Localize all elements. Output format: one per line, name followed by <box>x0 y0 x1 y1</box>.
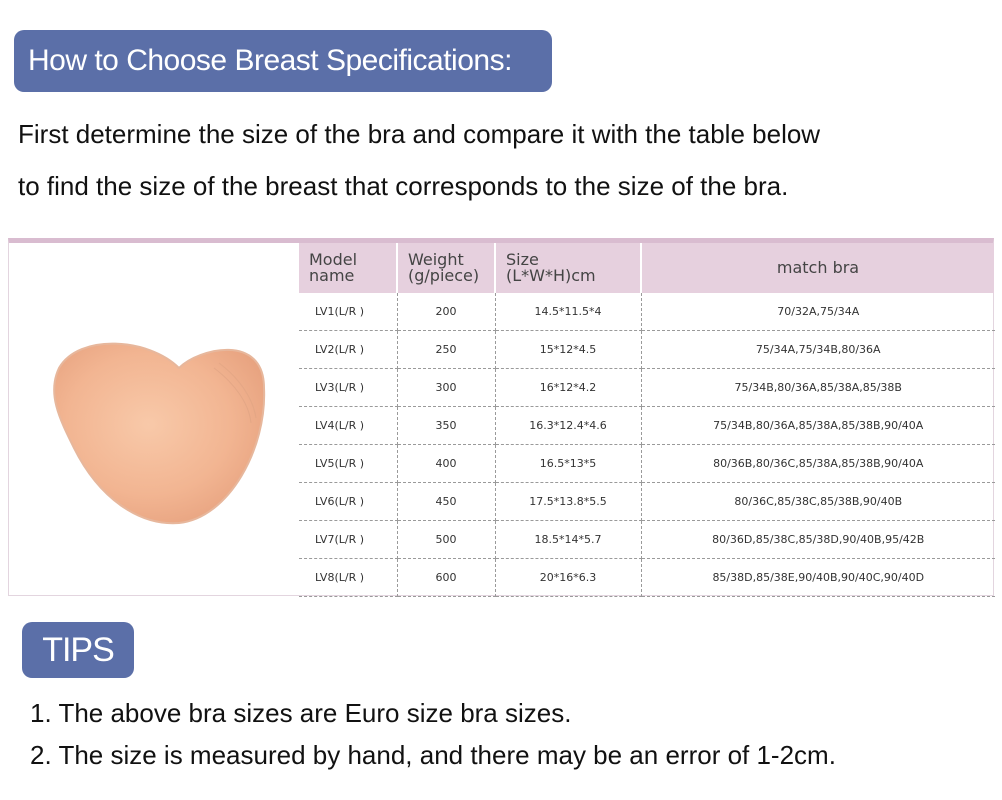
cell-match: 75/34B,80/36A,85/38A,85/38B,90/40A <box>641 407 995 445</box>
cell-weight: 350 <box>397 407 495 445</box>
cell-model: LV3(L/R ) <box>299 369 397 407</box>
col-model-name <box>299 243 397 293</box>
tips-list <box>30 692 990 776</box>
cell-weight: 600 <box>397 559 495 597</box>
table-row <box>299 369 995 407</box>
cell-match: 80/36C,85/38C,85/38B,90/40B <box>641 483 995 521</box>
table-row <box>299 293 995 331</box>
cell-match: 80/36B,80/36C,85/38A,85/38B,90/40A <box>641 445 995 483</box>
table-row <box>299 559 995 597</box>
cell-weight: 300 <box>397 369 495 407</box>
col-size <box>495 243 641 293</box>
intro-text <box>18 108 988 212</box>
tip-item: 1. The above bra sizes are Euro size bra sizes. <box>30 698 572 728</box>
table-row <box>299 521 995 559</box>
cell-match: 75/34B,80/36A,85/38A,85/38B <box>641 369 995 407</box>
intro-line-2: to find the size of the breast that corresponds to the size of the bra. <box>18 171 789 201</box>
cell-match: 80/36D,85/38C,85/38D,90/40B,95/42B <box>641 521 995 559</box>
tips-badge: TIPS <box>22 622 134 678</box>
cell-weight: 200 <box>397 293 495 331</box>
table-row <box>299 407 995 445</box>
cell-model: LV6(L/R ) <box>299 483 397 521</box>
cell-model: LV5(L/R ) <box>299 445 397 483</box>
size-table <box>299 243 996 597</box>
table-row <box>299 483 995 521</box>
cell-model: LV1(L/R ) <box>299 293 397 331</box>
col-weight-line1: Weight <box>408 250 464 269</box>
cell-weight: 500 <box>397 521 495 559</box>
table-row <box>299 331 995 369</box>
breast-form-image <box>39 328 279 528</box>
col-model-line1: Model <box>309 250 358 269</box>
cell-weight: 250 <box>397 331 495 369</box>
cell-model: LV2(L/R ) <box>299 331 397 369</box>
cell-size: 18.5*14*5.7 <box>495 521 641 559</box>
table-header-row <box>299 243 995 293</box>
col-size-line1: Size <box>506 250 539 269</box>
cell-size: 16.5*13*5 <box>495 445 641 483</box>
cell-size: 17.5*13.8*5.5 <box>495 483 641 521</box>
breast-form-icon <box>39 328 279 528</box>
cell-model: LV8(L/R ) <box>299 559 397 597</box>
cell-match: 75/34A,75/34B,80/36A <box>641 331 995 369</box>
tip-item: 2. The size is measured by hand, and there may be an error of 1-2cm. <box>30 740 836 770</box>
cell-size: 16*12*4.2 <box>495 369 641 407</box>
intro-line-1: First determine the size of the bra and compare it with the table below <box>18 119 821 149</box>
col-weight <box>397 243 495 293</box>
col-weight-line2: (g/piece) <box>408 266 480 285</box>
page-title: How to Choose Breast Specifications: <box>14 30 552 92</box>
cell-match: 85/38D,85/38E,90/40B,90/40C,90/40D <box>641 559 995 597</box>
cell-weight: 400 <box>397 445 495 483</box>
col-match-bra: match bra <box>641 243 995 293</box>
col-model-line2: name <box>309 266 355 285</box>
cell-model: LV4(L/R ) <box>299 407 397 445</box>
cell-size: 14.5*11.5*4 <box>495 293 641 331</box>
table-row <box>299 445 995 483</box>
cell-weight: 450 <box>397 483 495 521</box>
cell-size: 15*12*4.5 <box>495 331 641 369</box>
cell-match: 70/32A,75/34A <box>641 293 995 331</box>
col-size-line2: (L*W*H)cm <box>506 266 596 285</box>
size-chart-card <box>8 238 994 596</box>
cell-model: LV7(L/R ) <box>299 521 397 559</box>
cell-size: 20*16*6.3 <box>495 559 641 597</box>
cell-size: 16.3*12.4*4.6 <box>495 407 641 445</box>
